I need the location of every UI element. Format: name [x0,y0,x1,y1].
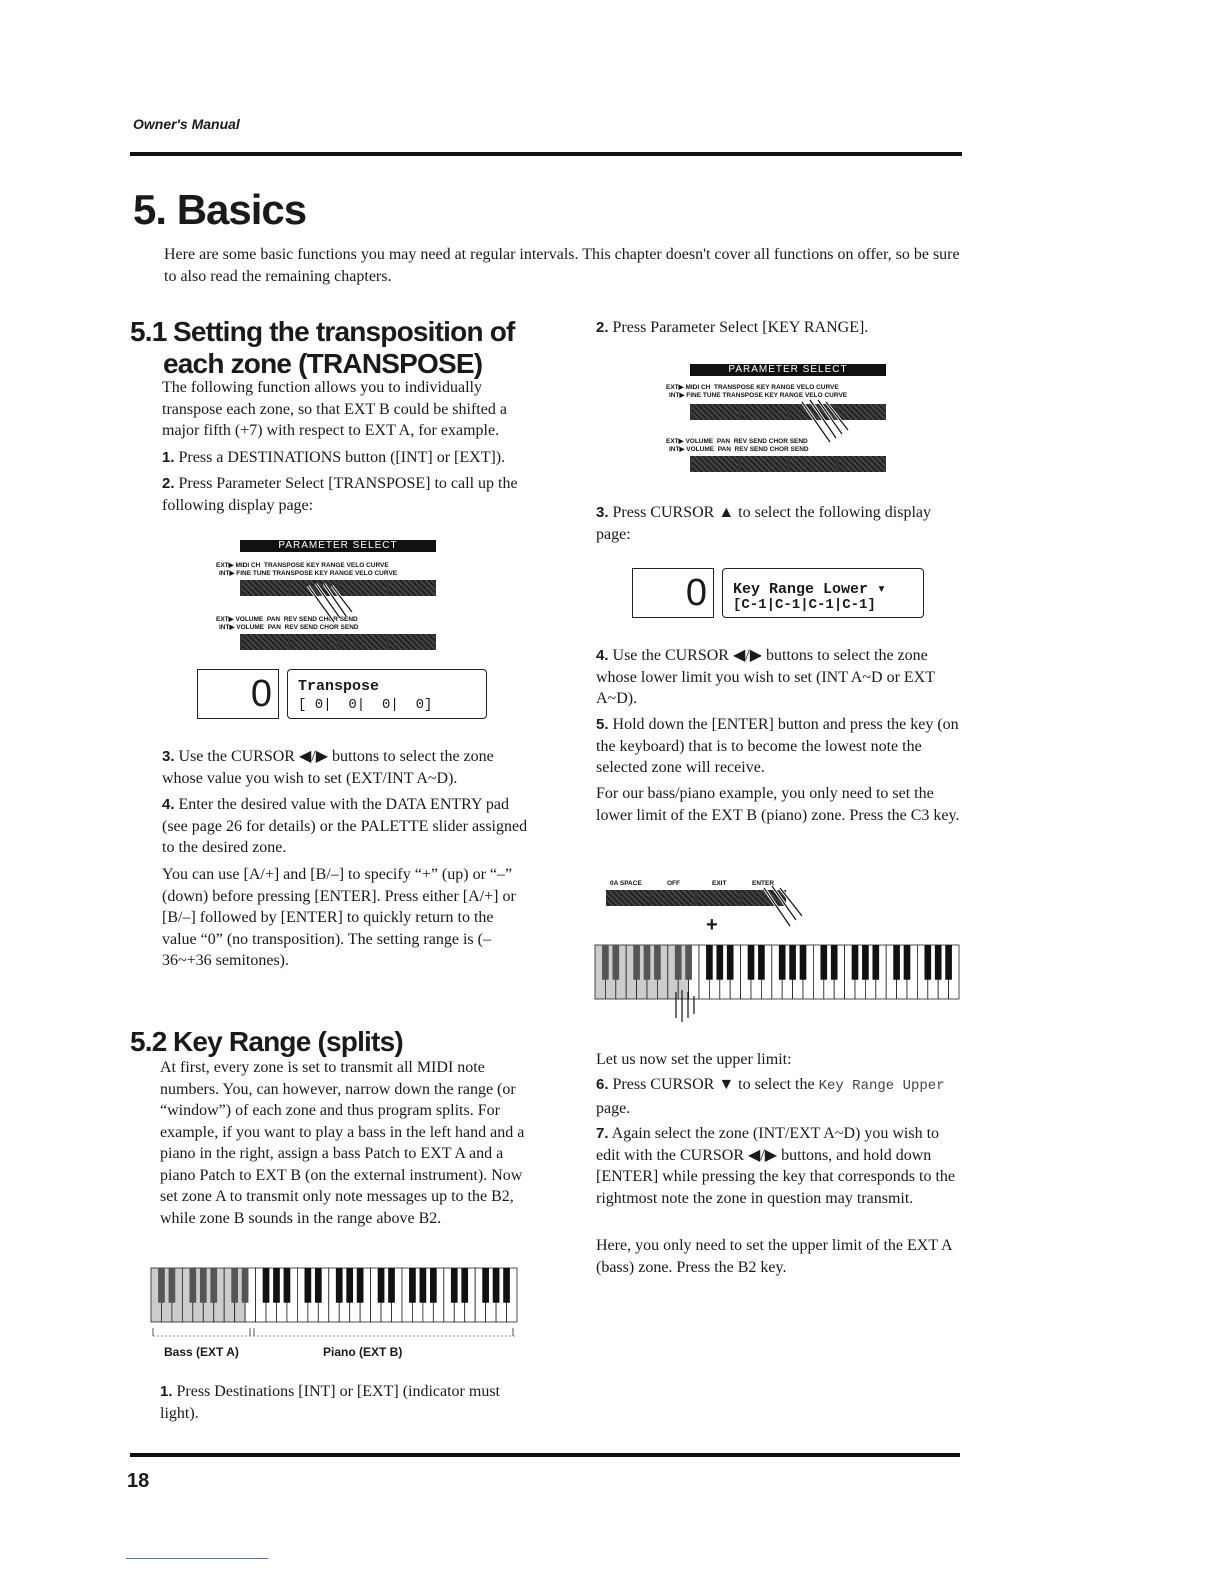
volume-button[interactable] [692,456,738,472]
black-key [158,1268,165,1303]
r-step4 [596,645,966,710]
top-rule [130,152,962,156]
section-title-line2: each zone (TRANSPOSE) [163,348,483,379]
key-label-enter: ENTER [752,880,775,887]
space-key[interactable] [606,890,649,906]
black-key [612,945,619,980]
black-key [430,1268,437,1303]
key-label-off: OFF [667,880,680,887]
step-text: Enter the desired value with the DATA ENTRY pad (see page 26 for details) or the PALETTE slider assigned to the desired zone. [162,796,528,856]
keyboard-illustration [594,944,960,1000]
black-key [388,1268,395,1303]
led-digit: 0 [685,572,707,614]
pan-button[interactable] [291,634,337,650]
pointing-hand-icon [304,582,364,632]
page-number: 18 [127,1470,150,1492]
step-number: 5. [596,716,609,733]
black-key [231,1268,238,1303]
lcd-display [722,568,924,618]
black-key [872,945,879,980]
running-header: Owner's Manual [133,116,240,132]
footer-link-line [126,1558,268,1559]
black-key [346,1268,353,1303]
transpose-button[interactable] [741,404,787,420]
black-key [945,945,952,980]
section-title: Key Range (splits) [172,1026,403,1057]
plus-sign: + [706,914,718,936]
step-number: 6. [596,1076,609,1093]
black-key [831,945,838,980]
r-step7 [596,1123,966,1209]
black-key [493,1268,500,1303]
panel-title: PARAMETER SELECT [240,540,436,552]
step-number: 1. [160,1383,173,1400]
s51-note: You can use [A/+] and [B/–] to specify “+” (up) or “–” (down) before pressing [ENTER]. Press either [A/+] or [B/–] followed by [ENTER] to quickly return to the value “0” (no transposition). The setting range is (–36~+36 semitones). [162,866,516,969]
panel-row1-ext: EXT▶ MIDI CH TRANSPOSE KEY RANGE VELO CURVE [666,384,839,391]
black-key [482,1268,489,1303]
black-key [758,945,765,980]
midi-ch-button[interactable] [242,580,288,596]
pan-button[interactable] [741,456,787,472]
black-key [644,945,651,980]
black-key [852,945,859,980]
r-step6 [596,1074,966,1119]
r-step3 [596,502,966,545]
lcd-display [287,669,487,719]
r-paragraph1: For our bass/piano example, you only need to set the lower limit of the EXT B (piano) zone. Press the C3 key. [596,785,960,824]
panel-button-row-2 [240,634,436,650]
black-key [378,1268,385,1303]
s52-intro: At first, every zone is set to transmit all MIDI note numbers. You, can however, narrow down the range (or “window”) of each zone and thus program splits. For example, if you want to play a bass in the left hand and a piano in the right, assign a bass Patch to EXT A and a piano Patch to EXT B (on the external instrument). Now set zone A to transmit only note messages up to the B2, while zone B sounds in the range above B2. [160,1059,525,1227]
panel-row2-ext: EXT▶ VOLUME PAN REV SEND CHOR SEND [216,616,358,623]
black-key [800,945,807,980]
keypad-keyboard-illustration [594,876,964,1026]
black-key [409,1268,416,1303]
lcd-line1: Transpose [298,678,380,695]
section-title-line1: Setting the transposition of [172,316,515,347]
s51-step4 [162,794,532,859]
s51-step1 [162,447,532,469]
exit-key[interactable] [697,890,739,906]
parameter-select-panel [214,540,436,650]
black-key [503,1268,510,1303]
black-key [748,945,755,980]
panel-row2-int: INT▶ VOLUME PAN REV SEND CHOR SEND [219,624,359,631]
s51-intro: The following function allows you to individually transpose each zone, so that EXT B could be shifted a major fifth (+7) with respect to EXT A, for example. [162,379,507,439]
black-key [315,1268,322,1303]
off-key[interactable] [652,890,694,906]
step-text: Press Parameter Select [KEY RANGE]. [612,319,869,336]
parameter-select-panel-2 [664,364,888,480]
step-number: 4. [596,647,609,664]
black-key [357,1268,364,1303]
black-key [420,1268,427,1303]
black-key [284,1268,291,1303]
key-label-space: 0A SPACE [610,880,642,887]
chapter-title: 5. Basics [133,186,307,233]
panel-button-row-1 [690,404,886,420]
step-number: 7. [596,1125,609,1142]
black-key [602,945,609,980]
step-text: Hold down the [ENTER] button and press the key (on the keyboard) that is to become the lowest note the selected zone will receive. [596,716,959,776]
s51-step3 [162,746,532,789]
black-key [451,1268,458,1303]
panel-title: PARAMETER SELECT [690,364,886,376]
black-key [242,1268,249,1303]
finger-icon [670,988,710,1028]
key-label-exit: EXIT [712,880,727,887]
pointing-hand-icon [754,880,814,936]
rev-send-button[interactable] [340,634,386,650]
step-text: Press Destinations [INT] or [EXT] (indicator must light). [160,1383,500,1422]
zone-range-bracket [150,1326,518,1338]
black-key [789,945,796,980]
section-5-2-heading [130,1026,550,1058]
r-step2 [596,317,966,339]
black-key [461,1268,468,1303]
step-number: 3. [596,504,609,521]
black-key [706,945,713,980]
step-number: 3. [162,748,175,765]
chor-send-button[interactable] [839,456,885,472]
piano-zone-label: Piano (EXT B) [323,1345,403,1359]
lcd-line2: [ 0| 0| 0| 0] [298,697,433,713]
pointing-hand-icon [796,398,856,454]
panel-row1-ext: EXT▶ MIDI CH TRANSPOSE KEY RANGE VELO CURVE [216,562,389,569]
step-number: 1. [162,449,175,466]
black-key [716,945,723,980]
black-key [935,945,942,980]
chapter-intro: Here are some basic functions you may need at regular intervals. This chapter doesn't cover all functions on offer, so be sure to also read the remaining chapters. [164,246,960,285]
chor-send-button[interactable] [389,634,435,650]
step-number: 2. [596,319,609,336]
led-digit: 0 [250,673,272,715]
step-text: Use the CURSOR ◀/▶ buttons to select the zone whose lower limit you wish to set (INT A~D or EXT A~D). [596,647,935,707]
lcd-line2: [C-1|C-1|C-1|C-1] [733,597,876,613]
r-paragraph3: Here, you only need to set the upper limit of the EXT A (bass) zone. Press the B2 key. [596,1237,952,1276]
black-key [924,945,931,980]
black-key [820,945,827,980]
black-key [779,945,786,980]
s52-step1 [160,1381,530,1424]
panel-button-row-2 [690,456,886,472]
black-key [263,1268,270,1303]
bass-zone-label: Bass (EXT A) [164,1345,239,1359]
black-key [189,1268,196,1303]
black-key [200,1268,207,1303]
s51-step2 [162,473,532,516]
black-key [727,945,734,980]
black-key [169,1268,176,1303]
step-number: 2. [162,475,175,492]
black-key [675,945,682,980]
step-text: Press a DESTINATIONS button ([INT] or [EXT]). [178,449,506,466]
led-display [632,568,714,618]
step-text: page. [596,1099,631,1117]
step-text: Press Parameter Select [TRANSPOSE] to call up the following display page: [162,475,518,514]
section-number: 5.1 [130,316,167,347]
rev-send-button[interactable] [790,456,836,472]
black-key [904,945,911,980]
black-key [862,945,869,980]
bottom-rule [130,1453,960,1457]
panel-row1-int: INT▶ FINE TUNE TRANSPOSE KEY RANGE VELO CURVE [669,392,848,399]
panel-row1-int: INT▶ FINE TUNE TRANSPOSE KEY RANGE VELO CURVE [219,570,398,577]
black-key [305,1268,312,1303]
midi-ch-button[interactable] [692,404,738,420]
lcd-line1: Key Range Lower ▾ [733,581,887,598]
led-display [197,669,279,719]
black-key [654,945,661,980]
black-key [633,945,640,980]
keyboard-illustration [150,1267,518,1323]
lcd-page-name: Key Range Upper [818,1078,945,1094]
velo-curve-button[interactable] [389,580,435,596]
step-text: Press CURSOR ▼ to select the [612,1076,815,1093]
black-key [336,1268,343,1303]
step-text: Use the CURSOR ◀/▶ buttons to select the zone whose value you wish to set (EXT/INT A~D). [162,748,494,787]
black-key [210,1268,217,1303]
section-5-1-heading [130,316,550,380]
r-step5 [596,714,966,779]
step-number: 4. [162,796,175,813]
black-key [685,945,692,980]
black-key [273,1268,280,1303]
panel-row2-int: INT▶ VOLUME PAN REV SEND CHOR SEND [669,446,809,453]
black-key [893,945,900,980]
section-number: 5.2 [130,1026,167,1057]
volume-button[interactable] [242,634,288,650]
step-text: Press CURSOR ▲ to select the following display page: [596,504,932,543]
panel-row2-ext: EXT▶ VOLUME PAN REV SEND CHOR SEND [666,438,808,445]
step-text: Again select the zone (INT/EXT A~D) you wish to edit with the CURSOR ◀/▶ buttons, and hold down [ENTER] while pressing the key that corresponds to the rightmost note the zone in question may transmit. [596,1125,956,1207]
r-paragraph2: Let us now set the upper limit: [596,1051,792,1068]
